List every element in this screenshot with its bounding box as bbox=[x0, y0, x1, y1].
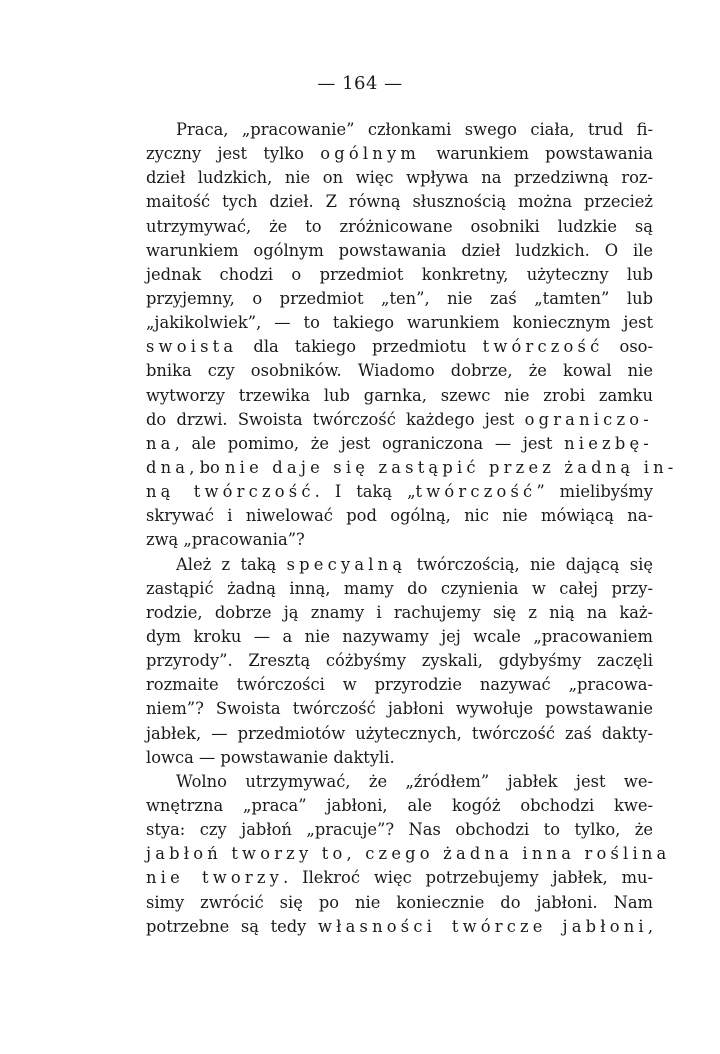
text-line bbox=[146, 335, 653, 359]
spaced-emphasis: swoista bbox=[146, 337, 238, 357]
text-run: dzieł ludzkich, nie on więc wpływa na przedziwną roz- bbox=[146, 168, 653, 188]
text-run: Praca, „pracowanie” członkami swego ciała, trud fi- bbox=[176, 120, 653, 139]
text-line bbox=[146, 577, 653, 601]
text-run: Ależ z taką bbox=[176, 554, 287, 574]
text-line bbox=[146, 456, 678, 480]
text-run: , bo bbox=[189, 457, 225, 477]
text-line bbox=[146, 866, 653, 890]
text-run: dla takiego przedmiotu bbox=[237, 337, 483, 357]
text-run: do drzwi. Swoista twórczość każdego jest bbox=[146, 409, 525, 429]
text-run: twórczością, nie dającą się bbox=[406, 554, 654, 574]
text-run: dym kroku — a nie nazywamy jej wcale „pracowaniem bbox=[146, 626, 653, 646]
text-line bbox=[146, 239, 653, 263]
text-run: . I taką „ bbox=[314, 482, 416, 502]
text-run: jabłek, — przedmiotów użytecznych, twórczość zaś dakty- bbox=[146, 723, 653, 743]
text-line bbox=[146, 528, 653, 552]
text-line bbox=[146, 142, 653, 166]
text-run: jednak chodzi o przedmiot konkretny, użyteczny lub bbox=[146, 264, 653, 284]
text-line bbox=[146, 215, 653, 239]
spaced-emphasis: na bbox=[146, 433, 175, 453]
spaced-emphasis: twórczość bbox=[482, 337, 604, 357]
text-line bbox=[146, 408, 653, 432]
text-run: utrzymywać, że to zróżnicowane osobniki ludzkie są bbox=[146, 216, 653, 236]
text-run: warunkiem powstawania bbox=[420, 144, 653, 164]
text-run: przyrody”. Zresztą cóżbyśmy zyskali, gdybyśmy zaczęli bbox=[146, 651, 653, 671]
text-line bbox=[146, 480, 653, 504]
text-run: , bbox=[647, 916, 653, 936]
text-line bbox=[146, 842, 671, 866]
text-line bbox=[146, 166, 653, 190]
text-run: ” mielibyśmy bbox=[536, 482, 653, 502]
text-run: warunkiem ogólnym powstawania dzieł ludzkich. O ile bbox=[146, 240, 653, 260]
text-run: , ale pomimo, że jest ograniczona — jest bbox=[174, 433, 565, 453]
spaced-emphasis: ogólnym bbox=[320, 144, 421, 164]
page-number: — 164 — bbox=[317, 73, 403, 94]
text-line bbox=[146, 818, 653, 842]
text-run: skrywać i niwelować pod ogólną, nic nie mówiącą na- bbox=[146, 506, 653, 526]
text-run: . Ilekroć więc potrzebujemy jabłek, mu- bbox=[283, 868, 653, 888]
text-run: rozmaite twórczości w przyrodzie nazywać „pracowa- bbox=[146, 675, 653, 695]
text-line bbox=[146, 915, 653, 939]
text-run: potrzebne są tedy bbox=[146, 916, 318, 936]
spaced-emphasis: nie tworzy bbox=[146, 868, 284, 888]
text-line bbox=[146, 601, 653, 625]
text-run: lowca — powstawanie daktyli. bbox=[146, 747, 395, 767]
text-run: wnętrzna „praca” jabłoni, ale kogóż obchodzi kwe- bbox=[146, 795, 653, 815]
spaced-emphasis: ograniczo- bbox=[524, 409, 653, 429]
text-run: zwą „pracowania”? bbox=[146, 530, 305, 550]
text-line bbox=[146, 673, 653, 697]
spaced-emphasis: dna bbox=[146, 457, 190, 477]
text-line bbox=[146, 770, 653, 794]
text-line bbox=[146, 794, 653, 818]
text-line bbox=[146, 649, 653, 673]
text-run: oso- bbox=[603, 337, 653, 357]
text-run: maitość tych dzieł. Z równą słusznością można przecież bbox=[146, 192, 653, 212]
text-run: zyczny jest tylko bbox=[146, 144, 321, 164]
text-line bbox=[146, 118, 653, 142]
text-line bbox=[146, 553, 653, 577]
text-run: zastąpić żadną inną, mamy do czynienia w całej przy- bbox=[146, 578, 653, 598]
spaced-emphasis: niezbę- bbox=[564, 433, 653, 453]
text-run: niem”? Swoista twórczość jabłoni wywołuje powstawanie bbox=[146, 699, 653, 719]
text-run: simy zwrócić się po nie koniecznie do jabłoni. Nam bbox=[146, 892, 653, 912]
text-line bbox=[146, 384, 653, 408]
text-line bbox=[146, 891, 653, 915]
text-line bbox=[146, 746, 653, 770]
text-line bbox=[146, 625, 653, 649]
text-line bbox=[146, 722, 653, 746]
text-run: „jakikolwiek”, — to takiego warunkiem koniecznym jest bbox=[146, 313, 653, 333]
spaced-emphasis: jabłoń tworzy to, czego żadna inna roślina bbox=[146, 844, 671, 864]
text-run: stya: czy jabłoń „pracuje”? Nas obchodzi to tylko, że bbox=[146, 820, 653, 840]
text-line bbox=[146, 697, 653, 721]
spaced-emphasis: twórczość bbox=[415, 482, 537, 502]
body-text bbox=[146, 118, 678, 939]
text-run: rodzie, dobrze ją znamy i rachujemy się z nią na każ- bbox=[146, 602, 653, 622]
text-run: Wolno utrzymywać, że „źródłem” jabłek jest we- bbox=[176, 771, 653, 791]
text-run: przyjemny, o przedmiot „ten”, nie zaś „tamten” lub bbox=[146, 288, 653, 308]
text-line bbox=[146, 359, 653, 383]
text-line bbox=[146, 311, 653, 335]
text-line bbox=[146, 287, 653, 311]
text-line bbox=[146, 263, 653, 287]
text-line bbox=[146, 190, 653, 214]
text-run: wytworzy trzewika lub garnka, szewc nie zrobi zamku bbox=[146, 385, 653, 405]
spaced-emphasis: nie daje się zastąpić przez żadną in- bbox=[224, 457, 678, 477]
text-line bbox=[146, 432, 653, 456]
spaced-emphasis: własności twórcze jabłoni bbox=[318, 916, 648, 936]
spaced-emphasis: specyalną bbox=[286, 554, 407, 574]
text-line bbox=[146, 504, 653, 528]
text-run: bnika czy osobników. Wiadomo dobrze, że kowal nie bbox=[146, 361, 653, 381]
spaced-emphasis: ną twórczość bbox=[146, 482, 315, 502]
